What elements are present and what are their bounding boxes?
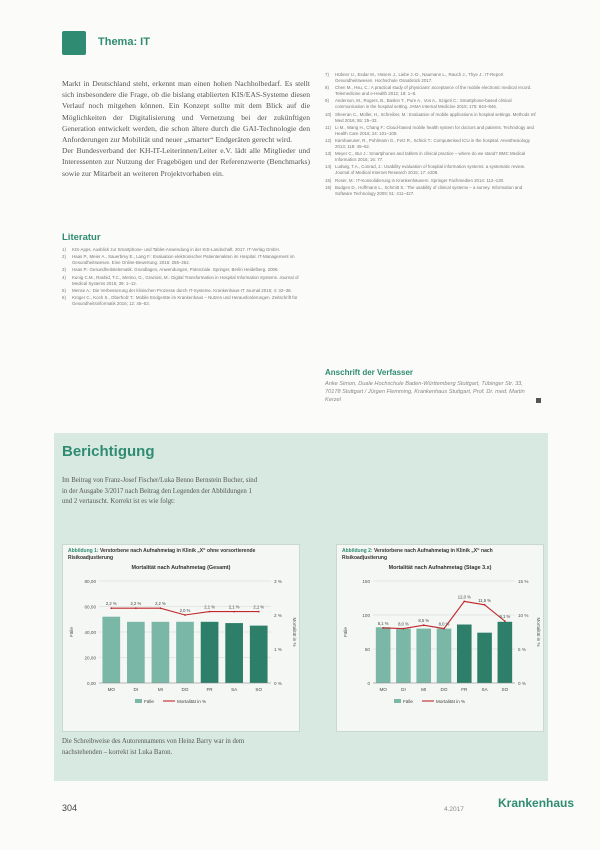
line-point [209,611,211,613]
x-tick-label: MI [157,687,163,692]
y2-tick-label: 10 % [518,612,529,618]
reference-item [325,151,540,163]
reference-text: Kunig C.M., Rashid, T.C., Merino, G., Graziosi, M.: Digital Transformation in Hospital Information Systems. Journal of Medical Systems 2015; 39: 1–12. [72,274,299,286]
line-point [258,611,260,613]
y-tick-label: 60,00 [84,604,96,610]
reference-number: 15) [325,177,332,183]
reference-text: Hübner U., Esdar M., Hüsers J., Liebe J.-D., Naumann L., Rauch J., Thye J.: IT-Report Gesundheitswesen. Hochschule Osnabrück 2017. [335,72,504,83]
reference-text: Budgen D., Hoffmann L., Schmitt S.: The usability of clinical systems – a survey. Information and Software Technology 2009; 51: 411–427. [335,184,523,196]
bar [225,623,243,683]
bar [477,633,492,683]
line-point [233,611,235,613]
bar [176,622,194,683]
point-label: 8,5 % [418,618,430,624]
point-label: 2,0 % [179,608,191,613]
x-tick-label: SA [481,687,488,692]
x-tick-label: DO [181,687,189,692]
reference-text: Sheeran C., Müller, H., Schreiber, M.: Evaluation of mobile applications in hospital settings. Methods Inf Med 2016; 55: 25–33. [335,111,536,123]
y2-tick-label: 15 % [518,578,529,584]
y-tick-label: 40,00 [84,629,96,635]
line-point [504,620,506,622]
reference-text: Li M., Wang H., Chang F.: Cloud-based mobile health system for doctors and patients. Technology and Health Care 2016; 24: 101–109. [335,124,534,136]
point-label: 8,1 % [377,620,389,626]
body-text-column [62,78,310,179]
x-tick-label: SA [231,687,238,692]
bar [457,625,472,683]
x-tick-label: MI [421,687,427,692]
bar [416,629,431,683]
y2-tick-label: 3 % [274,578,282,584]
y-tick-label: 0 [367,680,370,686]
y2-tick-label: 2 % [274,612,282,618]
legend-label: Fälle [403,699,413,704]
thema-marker [62,31,86,55]
reference-number: 16) [325,184,332,190]
point-label: 2,2 % [130,601,142,607]
point-label: 2,1 % [204,604,215,610]
y-tick-label: 20,00 [84,655,96,661]
y2-axis-label: Mortalität in % [536,617,541,647]
line-point [382,627,384,629]
reference-item [325,72,540,84]
thema-label: Thema: IT [98,36,150,48]
point-label: 8,0 % [398,621,409,627]
chart-title: Mortalität nach Aufnahmetag (Gesamt) [131,565,231,571]
reference-text: Chen M., Hsu, C.: A practical study of physicians' acceptance of the mobile electronic medical record. Telemedicine and e-Health 2012; 18: 1–8. [335,85,532,97]
y2-tick-label: 0 % [518,680,526,686]
second-paragraph: Der Bundesverband der KH-IT-Leiterinnen/Leiter e.V. lädt alle Mitglieder und Interessenten zur Nutzung der Fragebögen und der Referenzwerte (Benchmarks) sowie zur Mitarbeit an weiteren Projektvorhaben ein. [62,146,310,178]
reference-item [325,185,540,197]
x-tick-label: MO [107,687,115,692]
reference-text: KIS-Apps. Ausblick zur Smartphone- und Tablet-Anwendung in der KIS-Landschaft. 2017. IT-Verlag GmbH. [72,247,280,252]
berichtigung-footer: Die Schreibweise des Autorennamens von Heinz Barry war in dem nachstehenden – korrekt ist Luka Baron. [62,738,245,756]
x-tick-label: DO [440,687,448,692]
figure-number: Abbildung 2: [342,548,373,554]
reference-number: 12) [325,137,332,143]
line-point [160,607,162,609]
point-label: 11,5 % [478,597,491,603]
reference-number: 2) [62,254,66,260]
reference-number: 4) [62,274,66,280]
reference-number: 14) [325,164,332,170]
line-point [135,607,137,609]
bar [102,617,120,683]
reference-number: 5) [62,287,66,293]
line-point [423,624,425,626]
berichtigung-intro: Im Beitrag von Franz-Josef Fischer/Luka Benno Bernstein Bucher, sind in der Ausgabe 3/2017 nach Beitrag den Legenden der Abbildungen 1 und 2 vertauscht. Korrekt ist es wie folgt: [62,477,258,505]
legend-label: Mortalität in % [177,699,207,704]
reference-item [62,254,314,266]
literatur-heading: Literatur [62,232,101,243]
figure-caption-text: Verstorbene nach Aufnahmetag in Klinik „X“ nach Risikoadjustierung [342,548,493,561]
reference-number: 10) [325,111,332,117]
reference-text: Kamhaeuser, R., Pohlmann G., Fetz R., Schick T.: Computerised ICU in the hospital. Anesthesiology 2013; 118: 45–52. [335,137,530,149]
reference-number: 6) [62,294,66,300]
article-end-mark [536,398,541,403]
chart-caption [63,545,299,561]
y2-tick-label: 5 % [518,646,526,652]
reference-item [325,164,540,176]
reference-number: 11) [325,124,332,130]
reference-item [62,288,314,294]
point-label: 8,0 % [438,621,450,627]
x-tick-label: DI [133,687,139,692]
x-tick-label: SO [501,687,509,692]
legend-swatch-bars [394,699,401,703]
bar [127,622,145,683]
reference-text: Krüger C., Koch S., Oberholz T.: Mobile Endgeräte im Krankenhaus – Nutzen und Herausforderungen. Zeitschrift für Gesundheitsinformatik 2016; 12: 45–53. [72,294,298,306]
mortality-chart-1 [63,571,299,721]
reference-text: Meyer C., Bur J.: Smartphones and tablets in clinical practice – where do we stand? BMC Medical Informatics 2016; 16: 77. [335,151,526,163]
chart-title: Mortalität nach Aufnahmetag (Stage 3.x) [388,565,492,571]
reference-item [62,295,314,307]
reference-number: 1) [62,247,66,252]
x-tick-label: FR [206,687,213,692]
reference-number: 9) [325,98,329,104]
reference-text: Haas P.: Gesundheitstelematik. Grundlagen, Anwendungen, Potenziale. Springer, Berlin Heidelberg. 2006. [72,267,279,273]
author-address: Anke Simon, Duale Hochschule Baden-Württemberg Stuttgart, Tübinger Str. 33, 70178 Stuttgart / Jürgen Flemming, Krankenhaus Stuttgart, Prof. Dr. med. Martin Kerzel [325,381,525,403]
line-point [443,628,445,630]
chart-card-2 [336,544,544,732]
point-label: 2,2 % [155,601,166,607]
y2-tick-label: 0 % [274,680,282,686]
reference-list-right [325,72,540,198]
y2-axis-label: Mortalität in % [292,617,297,647]
bar [437,629,452,683]
y-tick-label: 0,00 [87,680,96,686]
legend-label: Fälle [144,699,154,704]
bar [376,627,391,683]
bar [250,626,268,683]
magazine-logo: Krankenhaus [498,796,575,810]
figure-caption-text: Verstorbene nach Aufnahmetag in Klinik „X“ ohne vorsortierende Risikoadjustierung [68,548,256,561]
berichtigung-title: Berichtigung [62,443,155,460]
x-tick-label: MO [379,687,387,692]
bar [152,622,170,683]
reference-number: 13) [325,151,332,157]
reference-item [62,267,314,273]
intro-paragraph: Markt in Deutschland steht, erkennt man einen hohen Nachholbedarf. Es stellt sich insbesondere die Frage, ob die bislang etablierten KIS/EAS-Systeme diesen Verlauf noch mitgehen können. Ein Konzept sollte mit dem Blick auf die Möglichkeiten der Digitalisierung und Vernetzung bei der zukünftigen Generation entwickelt werden, die schon ältere durch die GAI-Technologie den Anforderungen zur Mobilität und neuer „smarter“ Endgeräten gerecht wird. [62,79,310,145]
y2-tick-label: 1 % [274,646,282,652]
y-axis-label: Fälle [343,627,348,637]
y-tick-label: 50 [364,646,370,652]
reference-text: Mense A.: Die Verbesserung der klinischen Prozesse durch IT-Systeme. Krankenhaus-IT Journal 2016; 4: 32–38. [72,287,292,293]
point-label: 2,1 % [228,604,240,610]
chart-caption [337,545,543,561]
y-tick-label: 150 [362,578,370,584]
x-tick-label: SO [255,687,263,692]
issue-label: 4.2017 [444,806,464,813]
line-point [463,601,465,603]
bar [498,622,513,683]
bar [201,622,219,683]
reference-number: 3) [62,267,66,273]
legend-swatch-bars [135,699,142,703]
reference-text: Roser, M.: IT-Konsolidierung in Krankenhäusern. Springer Fachmedien 2014: 112–130. [335,177,505,183]
legend-label: Mortalität in % [436,699,466,704]
line-point [403,628,405,630]
reference-item [325,178,540,184]
page-number: 304 [62,803,78,813]
literatur-list [62,247,314,308]
reference-item [325,125,540,137]
chart-card-1 [62,544,300,732]
reference-text: Ludwig, T.A., Conrad, J.: Usability evaluation of hospital information systems: a systematic review. Journal of Medical Internet Research 2015; 17: e208. [335,164,526,176]
reference-item [325,98,540,110]
point-label: 9,1 % [499,614,511,620]
reference-text: Haas P., Meier A., Sauerbrey E., Lang F.: Evaluation elektronischer Patientenakten im Hospital. IT-Management im Gesundheitswesen. Eine Online-Bewertung. 2016: 255–262. [72,254,295,266]
reference-number: 7) [325,72,329,77]
line-point [184,614,186,616]
line-point [110,607,112,609]
reference-item [62,247,314,253]
point-label: 12,0 % [457,594,471,600]
figure-number: Abbildung 1: [68,548,99,554]
line-point [484,604,486,606]
bar [396,629,411,683]
x-tick-label: FR [461,687,468,692]
y-tick-label: 100 [362,612,370,618]
reference-item [325,112,540,124]
mortality-chart-2 [337,571,543,721]
x-tick-label: DI [401,687,406,692]
author-heading: Anschrift der Verfasser [325,368,414,377]
reference-item [325,85,540,97]
point-label: 2,2 % [105,601,117,607]
reference-number: 8) [325,85,329,91]
reference-item [325,138,540,150]
reference-item [62,275,314,287]
y-tick-label: 80,00 [84,578,96,584]
reference-text: Anderson, M., Rogers, B., Baskin T., Pure A., Vos A., Szigeti C.: Smartphone-based clinical communication in the hospital setting. JAMA Internal Medicine 2015; 175: 844–846. [335,98,512,110]
point-label: 2,1 % [253,604,265,610]
y-axis-label: Fälle [69,627,74,637]
